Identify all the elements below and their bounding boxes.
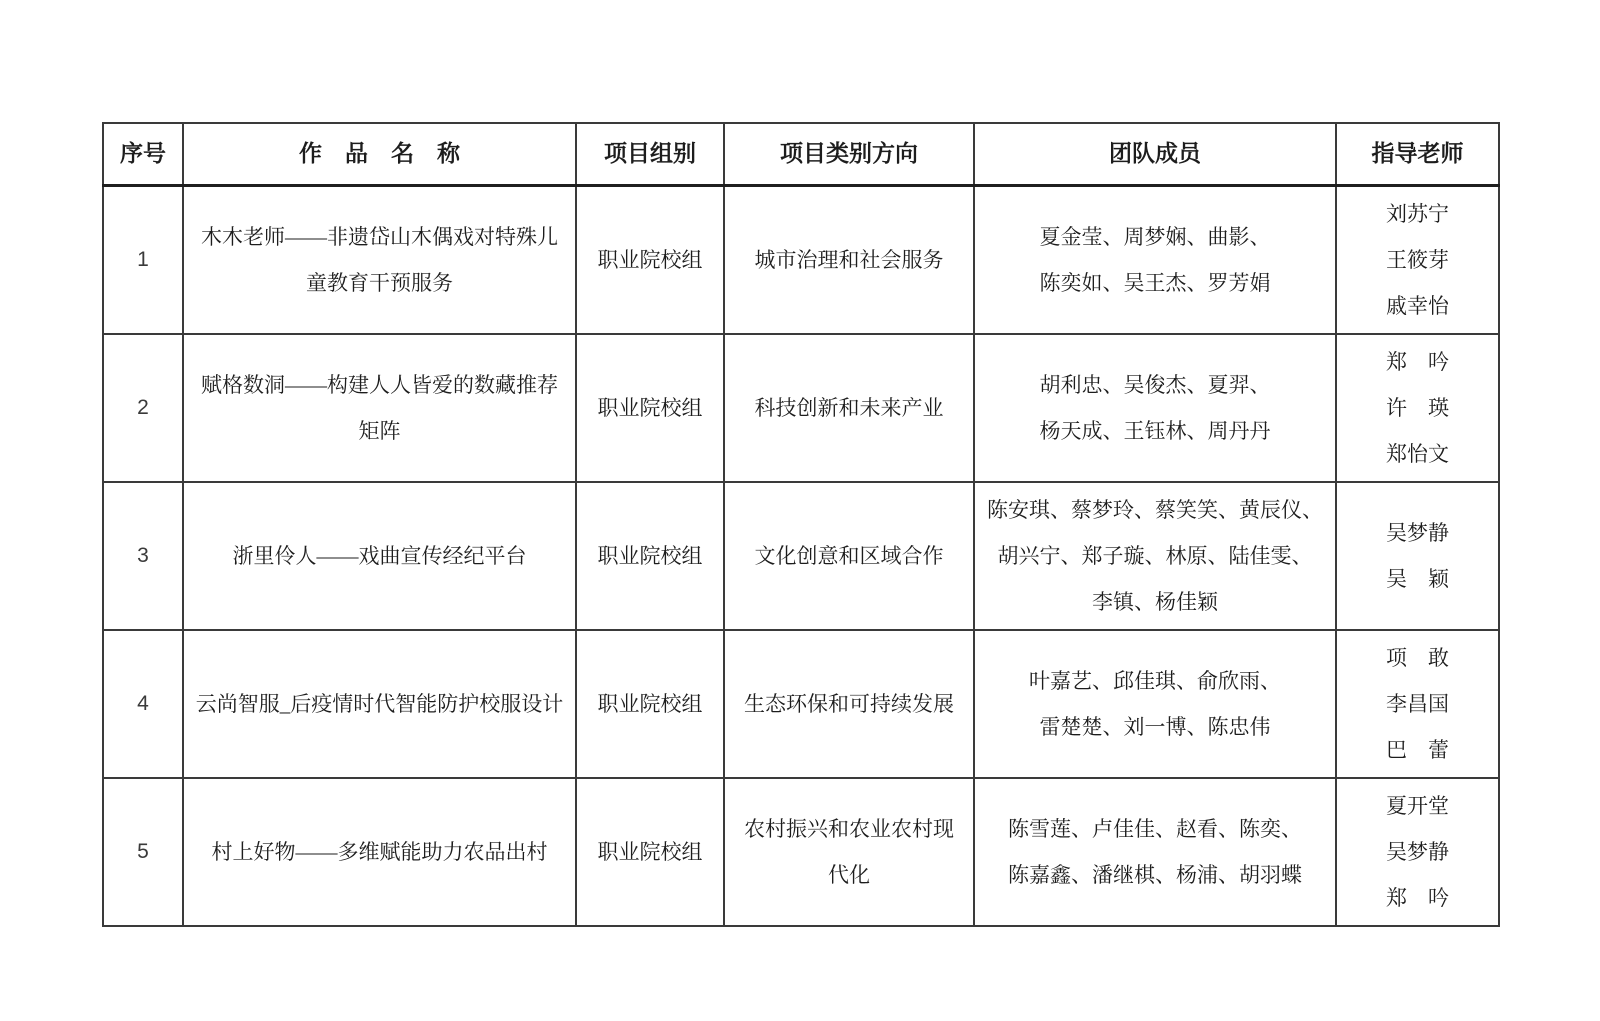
team-members <box>974 334 1336 482</box>
advisor-name: 郑怡文 <box>1386 442 1449 466</box>
project-group: 职业院校组 <box>576 630 724 778</box>
project-group: 职业院校组 <box>576 186 724 335</box>
members-line: 陈嘉鑫、潘继棋、杨浦、胡羽蝶 <box>1008 863 1302 887</box>
work-title: 木木老师——非遗岱山木偶戏对特殊儿童教育干预服务 <box>183 186 576 335</box>
advisors <box>1336 186 1499 335</box>
project-category: 农村振兴和农业农村现代化 <box>724 778 974 926</box>
row-index: 3 <box>103 482 183 630</box>
header-team-members: 团队成员 <box>974 123 1336 186</box>
advisor-name: 吴梦静 <box>1386 840 1449 864</box>
members-line: 陈雪莲、卢佳佳、赵看、陈奕、 <box>1008 817 1302 841</box>
project-category: 文化创意和区域合作 <box>724 482 974 630</box>
advisors <box>1336 334 1499 482</box>
header-project-category: 项目类别方向 <box>724 123 974 186</box>
members-line: 雷楚楚、刘一博、陈忠伟 <box>1039 715 1271 739</box>
table-row <box>103 482 1499 630</box>
advisor-name: 戚幸怡 <box>1386 294 1449 318</box>
team-members <box>974 630 1336 778</box>
header-index: 序号 <box>103 123 183 186</box>
project-category: 生态环保和可持续发展 <box>724 630 974 778</box>
advisors <box>1336 778 1499 926</box>
project-category: 科技创新和未来产业 <box>724 334 974 482</box>
members-line: 胡利忠、吴俊杰、夏羿、 <box>1039 373 1271 397</box>
members-line: 夏金莹、周梦娴、曲影、 <box>1039 225 1271 249</box>
work-title: 云尚智服_后疫情时代智能防护校服设计 <box>183 630 576 778</box>
project-group: 职业院校组 <box>576 778 724 926</box>
advisor-name: 郑 吟 <box>1386 350 1449 374</box>
team-members <box>974 778 1336 926</box>
members-line: 叶嘉艺、邱佳琪、俞欣雨、 <box>1029 669 1281 693</box>
table-row <box>103 778 1499 926</box>
project-category: 城市治理和社会服务 <box>724 186 974 335</box>
table-row <box>103 334 1499 482</box>
work-title: 赋格数洞——构建人人皆爱的数藏推荐矩阵 <box>183 334 576 482</box>
team-members <box>974 482 1336 630</box>
header-advisors: 指导老师 <box>1336 123 1499 186</box>
advisor-name: 郑 吟 <box>1386 886 1449 910</box>
table-row <box>103 630 1499 778</box>
header-work-title: 作 品 名 称 <box>183 123 576 186</box>
advisor-name: 巴 蕾 <box>1386 738 1449 762</box>
row-index: 4 <box>103 630 183 778</box>
advisor-name: 许 瑛 <box>1386 396 1449 420</box>
members-line: 杨天成、王钰林、周丹丹 <box>1039 419 1271 443</box>
project-group: 职业院校组 <box>576 334 724 482</box>
members-line: 李镇、杨佳颖 <box>1092 590 1218 614</box>
table-row <box>103 186 1499 335</box>
advisor-name: 吴 颖 <box>1386 567 1449 591</box>
header-row <box>103 123 1499 186</box>
advisor-name: 吴梦静 <box>1386 521 1449 545</box>
header-project-group: 项目组别 <box>576 123 724 186</box>
members-line: 陈奕如、吴王杰、罗芳娟 <box>1039 271 1271 295</box>
awards-table <box>102 122 1500 927</box>
advisors <box>1336 630 1499 778</box>
advisor-name: 王筱芽 <box>1386 248 1449 272</box>
row-index: 5 <box>103 778 183 926</box>
team-members <box>974 186 1336 335</box>
advisor-name: 李昌国 <box>1386 692 1449 716</box>
advisor-name: 项 敢 <box>1386 646 1449 670</box>
row-index: 1 <box>103 186 183 335</box>
work-title: 村上好物——多维赋能助力农品出村 <box>183 778 576 926</box>
advisor-name: 刘苏宁 <box>1386 202 1449 226</box>
advisor-name: 夏开堂 <box>1386 794 1449 818</box>
members-line: 陈安琪、蔡梦玲、蔡笑笑、黄辰仪、 <box>987 498 1323 522</box>
advisors <box>1336 482 1499 630</box>
work-title: 浙里伶人——戏曲宣传经纪平台 <box>183 482 576 630</box>
row-index: 2 <box>103 334 183 482</box>
members-line: 胡兴宁、郑子璇、林原、陆佳雯、 <box>997 544 1313 568</box>
project-group: 职业院校组 <box>576 482 724 630</box>
